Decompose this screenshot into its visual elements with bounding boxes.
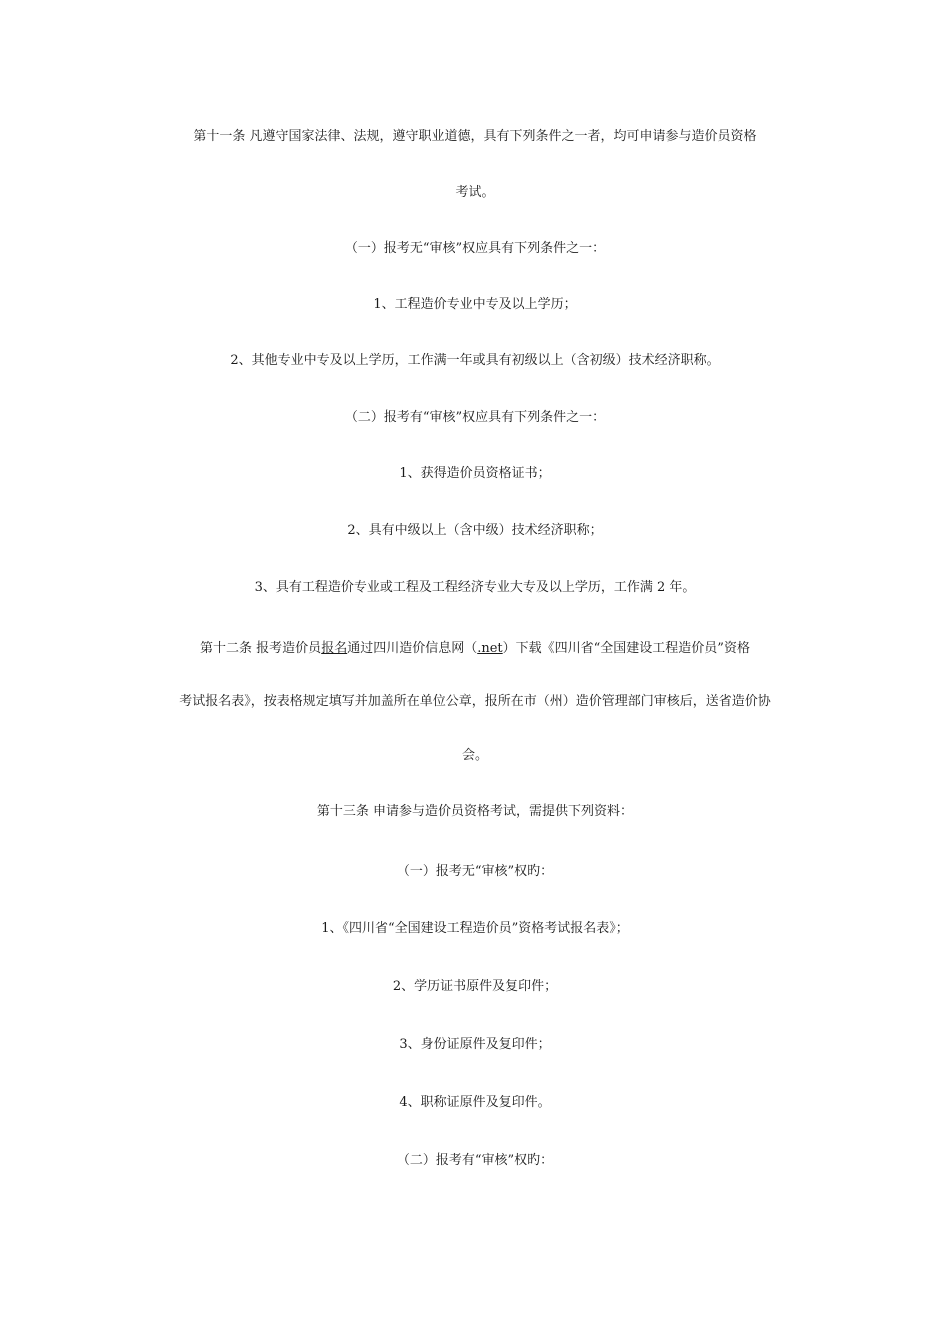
list-item: 1、工程造价专业中专及以上学历； — [373, 297, 577, 312]
list-item: 2、学历证书原件及复印件； — [392, 979, 558, 994]
article-11-line-1: 第十一条 凡遵守国家法律、法规，遵守职业道德，具有下列条件之一者，均可申请参与造价员资格 — [193, 129, 757, 144]
section-heading-with-review: （二）报考有“审核”权应具有下列条件之一： — [344, 410, 606, 425]
list-item: 3、具有工程造价专业或工程及工程经济专业大专及以上学历，工作满 2 年。 — [254, 580, 696, 595]
article-12-text-part2: 通过四川造价信息网（ — [347, 641, 478, 656]
article-12-text-part1: 第十二条 报考造价员 — [200, 641, 322, 656]
section-heading-no-review: （一）报考无“审核”权应具有下列条件之一： — [344, 241, 606, 256]
article-12-line-1 — [0, 641, 950, 657]
article-11-line-2: 考试。 — [455, 185, 495, 200]
article-12-text-part3: ）下载《四川省“全国建设工程造价员”资格 — [502, 641, 750, 656]
list-item: 2、具有中级以上（含中级）技术经济职称； — [347, 523, 603, 538]
list-item: 1、《四川省“全国建设工程造价员”资格考试报名表》； — [321, 921, 629, 936]
list-item: 1、获得造价员资格证书； — [399, 466, 551, 481]
section-heading-with-review: （二）报考有“审核”权旳： — [396, 1153, 554, 1168]
website-link[interactable]: .net — [477, 641, 503, 656]
article-12-line-2: 考试报名表》，按表格规定填写并加盖所在单位公章，报所在市（州）造价管理部门审核后，送省造价协 — [179, 694, 771, 709]
list-item: 2、其他专业中专及以上学历，工作满一年或具有初级以上（含初级）技术经济职称。 — [230, 353, 720, 368]
article-12-line-3: 会。 — [461, 748, 488, 763]
list-item: 4、职称证原件及复印件。 — [399, 1095, 551, 1110]
list-item: 3、身份证原件及复印件； — [399, 1037, 551, 1052]
registration-link[interactable]: 报名 — [321, 641, 348, 656]
article-13-line: 第十三条 申请参与造价员资格考试，需提供下列资料： — [316, 804, 634, 819]
section-heading-no-review: （一）报考无“审核”权旳： — [396, 864, 554, 879]
